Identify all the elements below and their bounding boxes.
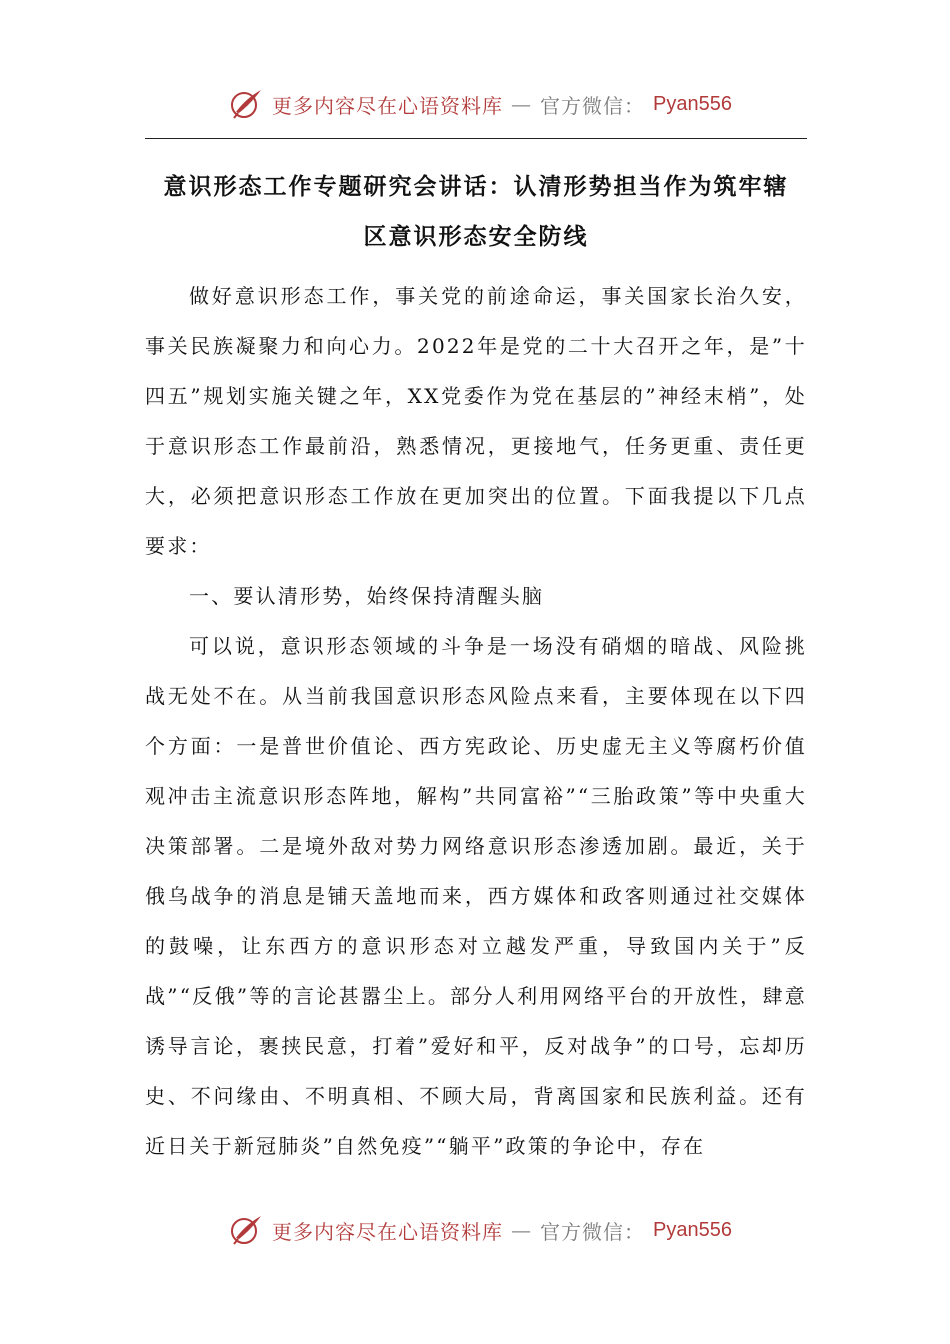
paragraph-intro: 做好意识形态工作，事关党的前途命运，事关国家长治久安，事关民族凝聚力和向心力。2022年是党的二十大召开之年，是”十四五”规划实施关键之年，XX党委作为党在基层的”神经末梢”，处于意识形态工作最前沿，熟悉情况，更接地气，任务更重、责任更大，必须把意识形态工作放在更加突出的位置。下面我提以下几点要求： [145,284,807,558]
header-wechat-id: Pyan556 [653,92,732,115]
header-watermark [228,84,732,124]
footer-brand-text: 更多内容尽在心语资料库 [272,1219,503,1244]
quill-logo-icon [228,1212,264,1248]
section-heading-1: 一、要认清形势，始终保持清醒头脑 [189,584,545,608]
header-divider [145,138,807,139]
title-line-1: 意识形态工作专题研究会讲话：认清形势担当作为筑牢辖 [163,174,789,200]
document-body [145,271,807,1171]
paragraph-section-1: 可以说，意识形态领域的斗争是一场没有硝烟的暗战、风险挑战无处不在。从当前我国意识形态风险点来看，主要体现在以下四个方面：一是普世价值论、西方宪政论、历史虚无主义等腐朽价值观冲击主流意识形态阵地，解构”共同富裕”“三胎政策”等中央重大决策部署。二是境外敌对势力网络意识形态渗透加剧。最近，关于俄乌战争的消息是铺天盖地而来，西方媒体和政客则通过社交媒体的鼓噪，让东西方的意识形态对立越发严重，导致国内关于”反战”“反俄”等的言论甚嚣尘上。部分人利用网络平台的开放性，肆意诱导言论，裹挟民意，打着”爱好和平，反对战争”的口号，忘却历史、不问缘由、不明真相、不顾大局，背离国家和民族利益。还有近日关于新冠肺炎”自然免疫”“躺平”政策的争论中，存在 [145,634,807,1158]
quill-logo-icon [228,86,264,122]
footer-wechat-label: 官方微信： [540,1219,645,1244]
header-dash: — [511,92,532,116]
footer-watermark [228,1210,732,1250]
document-title [145,162,807,262]
header-brand-text: 更多内容尽在心语资料库 [272,93,503,118]
title-line-2: 区意识形态安全防线 [363,224,589,250]
header-wechat-label: 官方微信： [540,93,645,118]
footer-wechat-id: Pyan556 [653,1218,732,1241]
footer-dash: — [511,1218,532,1242]
